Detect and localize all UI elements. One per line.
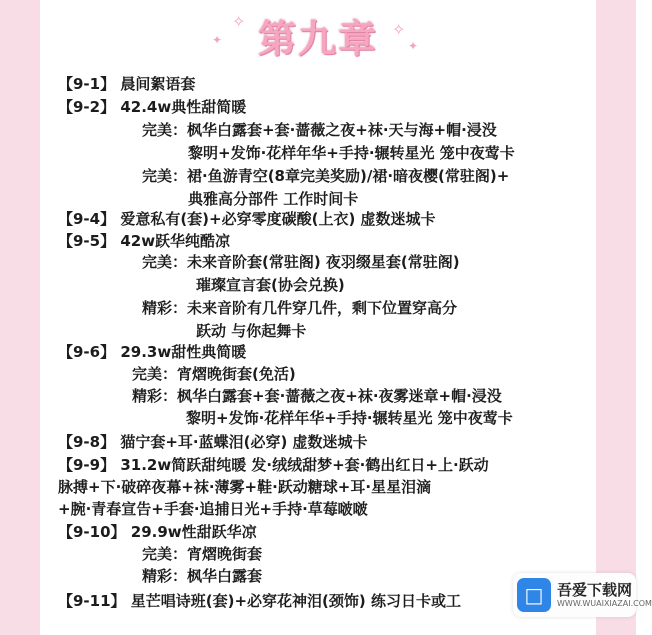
site-logo-icon: □ <box>517 578 551 612</box>
line-9-10: 【9-10】 29.9w性甜跃华凉 <box>58 523 257 541</box>
sparkle-icon: ✧ <box>392 20 406 39</box>
line-detail: 璀璨宣言套(协会兑换) <box>196 276 345 294</box>
line-detail: 精彩：枫华白露套 <box>142 567 263 585</box>
line-detail: 精彩：未来音阶有几件穿几件，剩下位置穿高分 <box>142 299 458 317</box>
watermark-url: WWW.WUAIXIAZAI.COM <box>557 599 652 608</box>
line-detail: 典雅高分部件 工作时间卡 <box>188 190 359 208</box>
line-9-6: 【9-6】 29.3w甜性典简暖 <box>58 343 247 361</box>
watermark-name: 吾爱下载网 <box>557 581 633 599</box>
sparkle-icon: ✧ <box>232 12 246 31</box>
line-9-1: 【9-1】 晨间絮语套 <box>58 75 196 93</box>
line-detail: 完美：宵熠晚街套 <box>142 545 263 563</box>
sparkle-icon: ✦ <box>212 33 223 47</box>
line-detail: +腕·青春宣告+手套·追捕日光+手持·草莓啵啵 <box>58 500 368 518</box>
line-detail: 跃动 与你起舞卡 <box>196 322 307 340</box>
sparkle-icon: ✦ <box>408 39 419 53</box>
line-detail: 黎明+发饰·花样年华+手持·辗转星光 笼中夜莺卡 <box>186 409 513 427</box>
line-9-9: 【9-9】 31.2w简跃甜纯暖 发·绒绒甜梦+套·鹤出红日+上·跃动 <box>58 456 489 474</box>
line-detail: 黎明+发饰·花样年华+手持·辗转星光 笼中夜莺卡 <box>188 144 515 162</box>
line-9-11: 【9-11】 星芒唱诗班(套)+必穿花神泪(颈饰) 练习日卡或工 <box>58 592 461 610</box>
line-detail: 精彩：枫华白露套+套·蔷薇之夜+袜·夜雾迷章+帽·浸没 <box>132 387 502 405</box>
line-detail: 完美：宵熠晚街套(免活) <box>132 365 296 383</box>
chapter-title: 第九章 <box>257 17 378 61</box>
line-9-5: 【9-5】 42w跃华纯酷凉 <box>58 232 231 250</box>
line-9-8: 【9-8】 猫宁套+耳·蓝蝶泪(必穿) 虚数迷城卡 <box>58 433 368 451</box>
line-detail: 完美：枫华白露套+套·蔷薇之夜+袜·天与海+帽·浸没 <box>142 121 497 139</box>
line-detail: 脉搏+下·破碎夜幕+袜·薄雾+鞋·跃动糖球+耳·星星泪滴 <box>58 478 432 496</box>
line-9-4: 【9-4】 爱意私有(套)+必穿零度碳酸(上衣) 虚数迷城卡 <box>58 210 436 228</box>
line-9-2: 【9-2】 42.4w典性甜简暖 <box>58 98 247 116</box>
line-detail: 完美：未来音阶套(常驻阁) 夜羽缀星套(常驻阁) <box>142 253 460 271</box>
watermark-badge <box>513 573 652 617</box>
line-detail: 完美：裙·鱼游青空(8章完美奖励)/裙·暗夜樱(常驻阁)+ <box>142 167 510 185</box>
